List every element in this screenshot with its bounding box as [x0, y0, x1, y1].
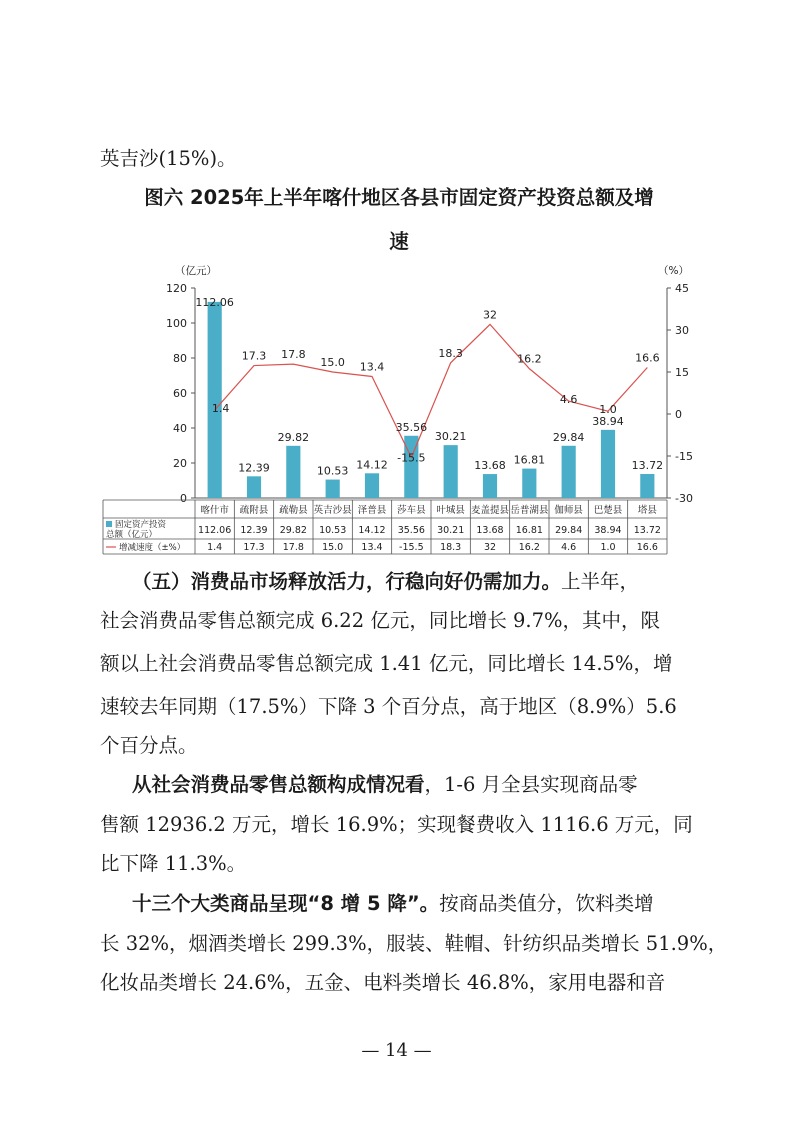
section-heading: （五）消费品市场释放活力，行稳向好仍需加力。 — [132, 570, 562, 593]
para3-first-line: 十三个大类商品呈现“8 增 5 降”。按商品类值分，饮料类增 — [132, 892, 654, 915]
bar — [562, 446, 576, 498]
category-label: 莎车县 — [397, 505, 426, 516]
category-label: 疏勒县 — [279, 505, 308, 516]
bar-value-label: 13.72 — [631, 458, 664, 472]
para3-line: 化妆品类增长 24.6%，五金、电料类增长 46.8%，家用电器和音 — [100, 971, 666, 994]
table-value-investment: 112.06 — [198, 525, 232, 536]
legend-swatch-bar — [106, 521, 112, 527]
figure-title — [100, 176, 698, 264]
table-value-investment: 13.72 — [633, 525, 661, 536]
bar — [640, 474, 654, 498]
figure-title-line2: 速 — [389, 230, 409, 253]
table-value-investment: 35.56 — [397, 525, 425, 536]
right-tick-label: 45 — [675, 282, 689, 295]
line-value-label: -15.5 — [397, 451, 426, 465]
left-tick-label: 60 — [173, 387, 187, 400]
para1-line: 个百分点。 — [100, 734, 198, 757]
line-value-label: 16.2 — [517, 352, 542, 366]
table-value-investment: 38.94 — [594, 525, 622, 536]
para3-heading: 十三个大类商品呈现“8 增 5 降”。 — [132, 892, 440, 915]
para1-first-line: （五）消费品市场释放活力，行稳向好仍需加力。上半年， — [132, 570, 640, 593]
right-tick-label: 15 — [675, 366, 689, 379]
table-value-growth: 17.8 — [282, 542, 304, 553]
line-value-label: 1.0 — [599, 403, 617, 417]
table-value-investment: 29.82 — [279, 525, 307, 536]
left-tick-label: 120 — [166, 282, 187, 295]
category-label: 疏附县 — [239, 505, 269, 516]
line-value-label: 18.3 — [438, 346, 463, 360]
table-value-growth: 17.3 — [243, 542, 265, 553]
line-value-label: 17.3 — [241, 349, 267, 363]
left-tick-label: 80 — [173, 352, 187, 365]
category-label: 麦盖提县 — [470, 505, 510, 516]
table-value-investment: 29.84 — [555, 525, 583, 536]
line-value-label: 32 — [483, 308, 497, 322]
table-value-investment: 14.12 — [358, 525, 386, 536]
table-row-label: 增减速度（±%） — [119, 543, 186, 553]
table-value-growth: 18.3 — [440, 542, 462, 553]
bar — [286, 446, 300, 498]
line-value-label: 13.4 — [359, 360, 385, 374]
right-axis-unit: （%） — [658, 265, 689, 277]
line-value-label: 15.0 — [320, 356, 345, 369]
bar-value-label: 38.94 — [592, 414, 624, 428]
table-value-growth: 1.4 — [207, 542, 223, 553]
table-value-growth: 13.4 — [361, 542, 383, 553]
investment-chart — [100, 258, 700, 558]
table-value-investment: 16.81 — [515, 525, 543, 536]
line-value-label: 16.6 — [635, 351, 660, 365]
para1-line: 额以上社会消费品零售总额完成 1.41 亿元，同比增长 14.5%，增 — [100, 652, 673, 675]
table-value-growth: -15.5 — [399, 542, 424, 553]
right-tick-label: 0 — [675, 408, 682, 421]
right-tick-label: 30 — [675, 324, 689, 337]
para2-heading: 从社会消费品零售总额构成情况看 — [132, 773, 425, 796]
left-tick-label: 20 — [173, 457, 187, 470]
line-value-label: 4.6 — [559, 393, 578, 407]
bar-value-label: 12.39 — [238, 461, 270, 475]
bar-value-label: 10.53 — [316, 464, 349, 478]
category-label: 岳普湖县 — [510, 505, 549, 516]
category-label: 塔县 — [637, 505, 657, 516]
intro-line: 英吉沙(15%)。 — [100, 147, 237, 170]
table-value-growth: 16.6 — [636, 542, 658, 553]
page-number: — 14 — — [361, 1040, 432, 1061]
left-tick-label: 0 — [180, 492, 187, 505]
table-value-growth: 32 — [483, 542, 497, 553]
line-value-label: 1.4 — [211, 402, 230, 416]
bar — [444, 445, 458, 498]
para1-line: 速较去年同期（17.5%）下降 3 个百分点，高于地区（8.9%）5.6 — [100, 695, 677, 718]
bar-value-label: 112.06 — [195, 295, 234, 309]
bar-value-label: 35.56 — [395, 420, 428, 434]
figure-title-line1: 图六 2025年上半年喀什地区各县市固定资产投资总额及增 — [144, 186, 654, 209]
table-value-investment: 10.53 — [319, 525, 347, 536]
right-tick-label: -30 — [675, 492, 693, 505]
category-label: 喀什市 — [200, 505, 229, 516]
bar-value-label: 30.21 — [434, 430, 467, 444]
bar-value-label: 29.82 — [277, 430, 310, 444]
bar — [326, 480, 340, 498]
bar-value-label: 14.12 — [356, 458, 388, 472]
bar — [208, 302, 222, 498]
bar — [522, 469, 536, 498]
para3-line: 长 32%，烟酒类增长 299.3%，服装、鞋帽、针纺织品类增长 51.9%， — [100, 932, 728, 955]
table-row-label: 总额（亿元） — [106, 530, 158, 540]
bar — [365, 473, 379, 498]
bar-value-label: 13.68 — [474, 459, 506, 473]
table-value-growth: 1.0 — [600, 542, 616, 553]
bar — [601, 430, 615, 498]
left-tick-label: 40 — [173, 422, 187, 435]
left-tick-label: 100 — [166, 317, 187, 330]
category-label: 英吉沙县 — [313, 505, 352, 516]
table-value-investment: 12.39 — [240, 525, 268, 536]
para2-first-line: 从社会消费品零售总额构成情况看，1-6 月全县实现商品零 — [132, 773, 638, 796]
para1-line: 社会消费品零售总额完成 6.22 亿元，同比增长 9.7%，其中，限 — [100, 609, 661, 632]
category-label: 泽普县 — [357, 505, 387, 516]
left-axis-unit: （亿元） — [175, 265, 217, 277]
line-value-label: 17.8 — [281, 348, 306, 362]
table-value-investment: 30.21 — [437, 525, 465, 536]
category-label: 巴楚县 — [593, 505, 623, 516]
bar-value-label: 29.84 — [552, 430, 585, 444]
bar-value-label: 16.81 — [513, 453, 546, 467]
para2-line: 售额 12936.2 万元，增长 16.9%；实现餐费收入 1116.6 万元，同 — [100, 813, 693, 836]
category-label: 伽师县 — [554, 505, 583, 516]
category-label: 叶城县 — [436, 505, 465, 516]
table-value-investment: 13.68 — [476, 525, 504, 536]
right-tick-label: -15 — [675, 450, 693, 463]
bar — [483, 474, 497, 498]
bar — [247, 476, 261, 498]
table-row-label: 固定资产投资 — [115, 520, 167, 530]
table-value-growth: 15.0 — [322, 542, 344, 553]
table-value-growth: 4.6 — [561, 542, 577, 553]
table-value-growth: 16.2 — [518, 542, 540, 553]
para2-line: 比下降 11.3%。 — [100, 852, 247, 875]
